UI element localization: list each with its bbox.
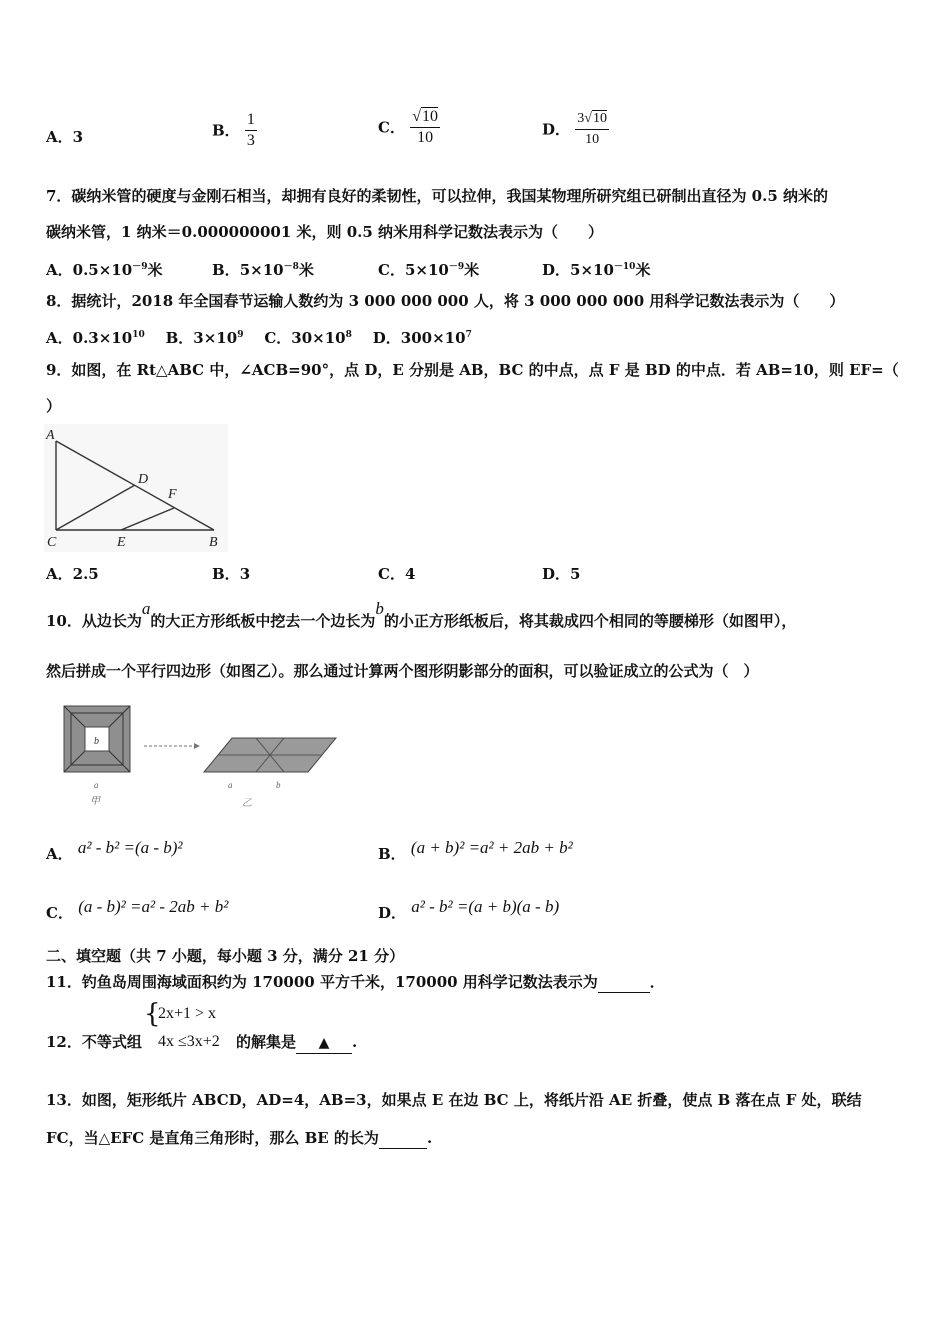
q9-option-b: B．3: [212, 565, 251, 583]
q10-option-d: D． a² - b² =(a + b)(a - b): [378, 897, 560, 922]
label-f: F: [168, 487, 177, 502]
q6-option-b: B． $\frac{1}{3}$: [212, 111, 255, 149]
para-b-label: b: [276, 780, 281, 790]
q6-option-c: C． $\frac{√10}{10}$: [378, 108, 438, 146]
q8-text: 8．据统计，2018 年全国春节运输人数约为 3 000 000 000 人，将 3 000 000 000 用科学记数法表示为（ ）: [46, 292, 845, 310]
q9-triangle-figure: [44, 424, 228, 552]
q9-option-d: D．5: [542, 565, 581, 583]
q6-option-a: A．3: [46, 128, 84, 146]
q8-options: [46, 325, 472, 348]
q7-text-line1: 7．碳纳米管的硬度与金刚石相当，却拥有良好的柔韧性，可以拉伸，我国某物理所研究组已研制出直径为 0.5 纳米的: [46, 187, 828, 205]
q10-text-line1: 10．从边长为a的大正方形纸板中挖去一个边长为b的小正方形纸板后，将其裁成四个相同的等腰梯形（如图甲），: [46, 599, 797, 630]
label-e: E: [117, 535, 126, 550]
q7-option-a: A．$0.5\times 10^{-9}$米: [46, 261, 163, 279]
answer-blank: [379, 1128, 427, 1149]
q13-text-line1: 13．如图，矩形纸片 ABCD，AD=4，AB=3，如果点 E 在边 BC 上，将纸片沿 AE 折叠，使点 B 落在点 F 处，联结: [46, 1091, 862, 1109]
q7-option-b: B．$5\times 10^{-8}$米: [212, 261, 314, 279]
fraction: $\frac{√10}{10}$: [412, 108, 438, 146]
q8-option-d: D．$300\times 10^7$: [372, 329, 472, 347]
q10-option-c: C． (a - b)² =a² - 2ab + b²: [46, 897, 229, 922]
q10-figure: [60, 702, 350, 814]
q7-option-c: C．$5\times 10^{-9}$米: [378, 261, 480, 279]
fraction: $\frac{3√10}{10}$: [577, 111, 607, 147]
figure-jia-label: 甲: [90, 796, 100, 807]
small-square-label: b: [94, 736, 99, 747]
q8-option-b: B．$3\times 10^9$: [165, 329, 244, 347]
q10-option-a: A． a² - b² =(a - b)²: [46, 838, 183, 863]
inequality-1: 2x+1 > x: [158, 1005, 217, 1022]
q7-text-line2: 碳纳米管，1 纳米＝0.000000001 米，则 0.5 纳米用科学记数法表示为（ ）: [46, 223, 604, 241]
q9-option-a: A．2.5: [46, 565, 99, 583]
label-d: D: [138, 472, 149, 487]
answer-blank-marker: ▲: [296, 1033, 352, 1054]
q9-text-line1: 9．如图，在 Rt△ABC 中，∠ACB=90°，点 D，E 分别是 AB，BC 的中点，点 F 是 BD 的中点．若 AB=10，则 EF=（: [46, 361, 899, 379]
q6-option-d: D． $\frac{3√10}{10}$: [542, 109, 609, 150]
answer-blank: [598, 972, 650, 993]
arrow-head: [194, 743, 200, 749]
q8-option-a: A．$0.3\times 10^{10}$: [46, 329, 145, 347]
label-c: C: [47, 535, 57, 550]
q9-option-c: C．4: [378, 565, 416, 583]
q10-text-line2: 然后拼成一个平行四边形（如图乙）。那么通过计算两个图形阴影部分的面积，可以验证成立的公式为（ ）: [46, 662, 759, 680]
side-a-label: a: [94, 780, 99, 790]
q11-text: 11．钓鱼岛周围海域面积约为 170000 平方千米，170000 用科学记数法表示为 ．: [46, 973, 665, 991]
figure-yi-label: 乙: [242, 798, 252, 809]
inequality-2: 4x ≤3x+2: [158, 1033, 220, 1050]
q8-option-c: C．$30\times 10^8$: [264, 329, 352, 347]
label-b: B: [209, 535, 218, 550]
para-a-label: a: [228, 780, 233, 790]
q10-option-b: B． (a + b)² =a² + 2ab + b²: [378, 838, 573, 863]
section-2-heading: 二、填空题（共 7 小题，每小题 3 分，满分 21 分）: [46, 947, 405, 965]
q9-text-line2: ）: [46, 397, 62, 415]
fraction: $\frac{1}{3}$: [246, 111, 255, 149]
system-brace: {: [144, 999, 161, 1029]
q7-option-d: D．$5\times 10^{-10}$米: [542, 261, 651, 279]
label-a: A: [46, 428, 55, 443]
q13-text-line2: FC，当△EFC 是直角三角形时，那么 BE 的长为 .: [46, 1129, 433, 1147]
